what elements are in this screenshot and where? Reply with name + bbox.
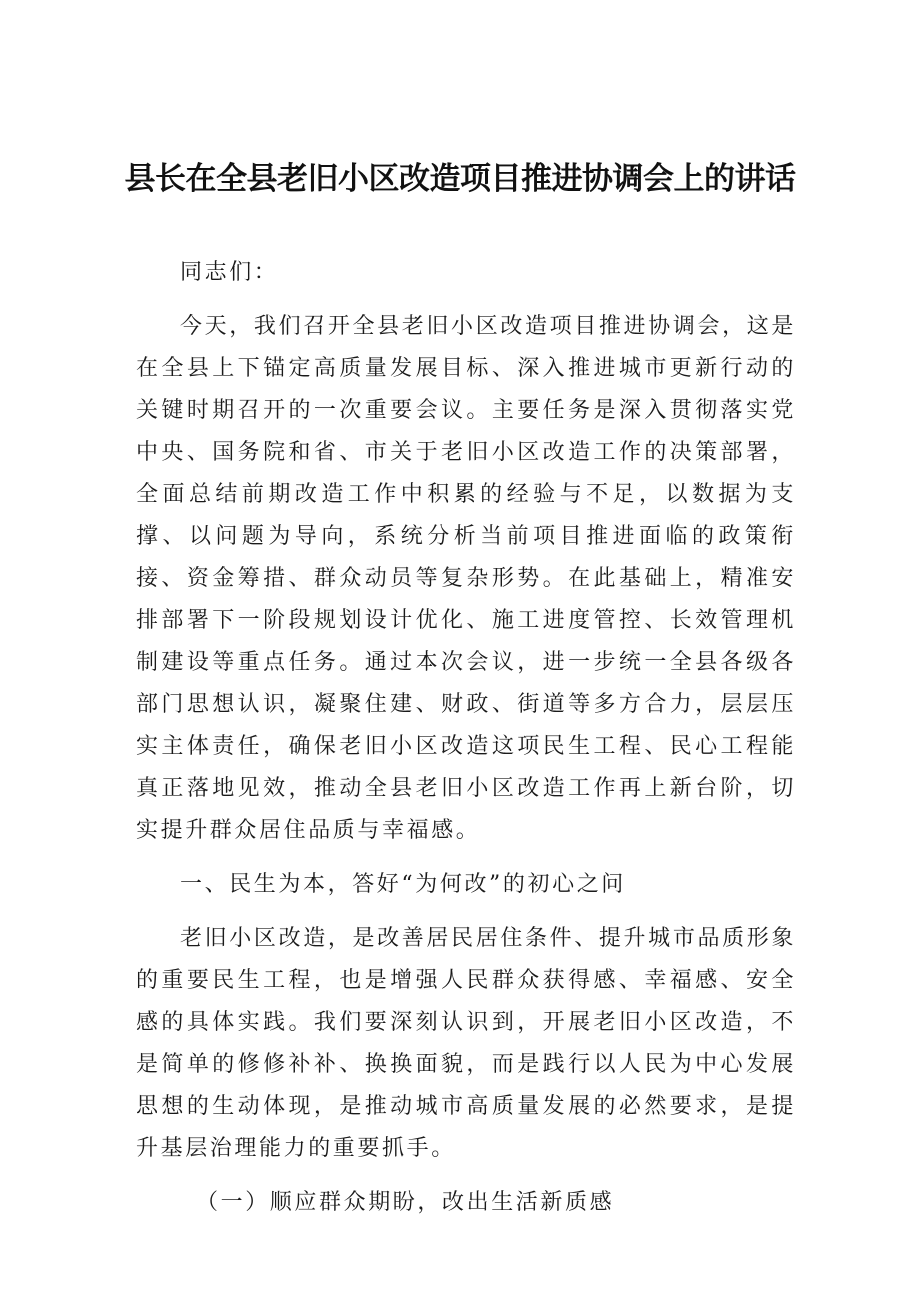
intro-paragraph: 今天，我们召开全县老旧小区改造项目推进协调会，这是在全县上下锚定高质量发展目标、深入推进城市更新行动的关键时期召开的一次重要会议。主要任务是深入贯彻落实党中央、国务院和省、市关于老旧小区改造工作的决策部署，全面总结前期改造工作中积累的经验与不足，以数据为支撑、以问题为导向，系统分析当前项目推进面临的政策衔接、资金筹措、群众动员等复杂形势。在此基础上，精准安排部署下一阶段规划设计优化、施工进度管控、长效管理机制建设等重点任务。通过本次会议，进一步统一全县各级各部门思想认识，凝聚住建、财政、街道等多方合力，层层压实主体责任，确保老旧小区改造这项民生工程、民心工程能真正落地见效，推动全县老旧小区改造工作再上新台阶，切实提升群众居住品质与幸福感。 bbox=[136, 314, 796, 843]
salutation: 同志们： bbox=[180, 260, 279, 285]
section-1-paragraph: 老旧小区改造，是改善居民居住条件、提升城市品质形象的重要民生工程，也是增强人民群众获得感、幸福感、安全感的具体实践。我们要深刻认识到，开展老旧小区改造，不是简单的修修补补、换换面貌，而是践行以人民为中心发展思想的生动体现，是推动城市高质量发展的必然要求，是提升基层治理能力的重要抓手。 bbox=[136, 926, 796, 1161]
subsection-heading-1: （一）顺应群众期盼，改出生活新质感 bbox=[196, 1190, 615, 1215]
document-body bbox=[136, 252, 796, 1224]
document-title: 县长在全县老旧小区改造项目推进协调会上的讲话 bbox=[124, 161, 796, 197]
section-heading-1: 一、民生为本，答好“为何改”的初心之问 bbox=[180, 872, 626, 897]
